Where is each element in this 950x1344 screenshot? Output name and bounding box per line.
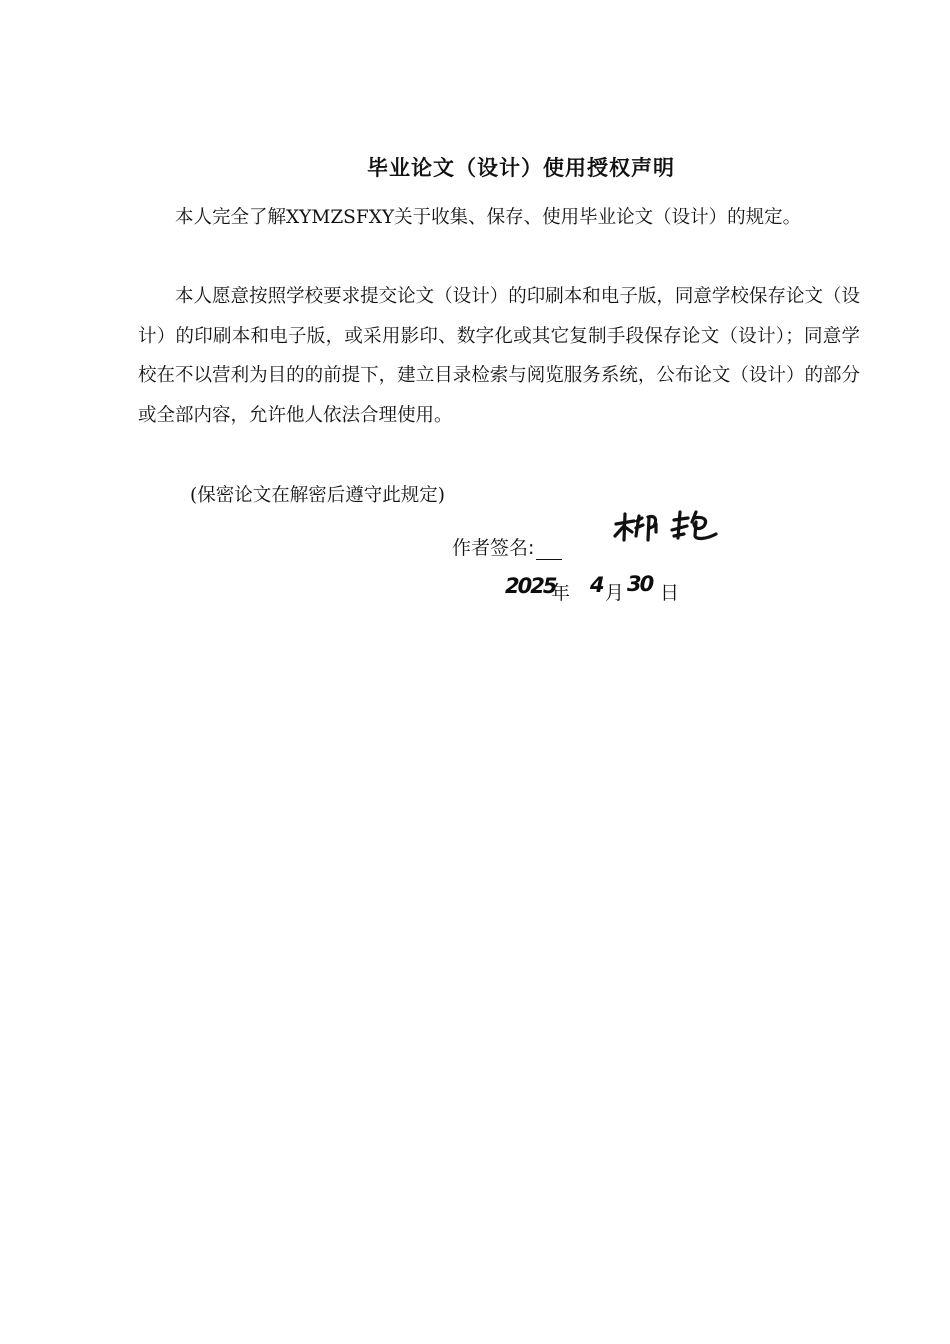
handwritten-signature — [612, 502, 722, 552]
date-month-label: 月 — [605, 582, 625, 604]
date-month: 4 — [590, 573, 603, 597]
date-year-label: 年 — [551, 582, 571, 604]
paragraph-understanding: 本人完全了解XYMZSFXY关于收集、保存、使用毕业论文（设计）的规定。 — [175, 207, 802, 228]
signature-date — [505, 570, 705, 606]
author-signature-label: 作者签名: — [452, 537, 535, 559]
date-year: 2025 — [505, 574, 556, 598]
confidential-note: (保密论文在解密后遵守此规定) — [190, 485, 445, 506]
date-day-label: 日 — [660, 582, 680, 604]
author-signature-row — [452, 520, 562, 560]
signature-underline — [536, 537, 562, 560]
paragraph-authorization: 本人愿意按照学校要求提交论文（设计）的印刷本和电子版，同意学校保存论文（设计）的印刷本和电子版，或采用影印、数字化或其它复制手段保存论文（设计）；同意学校在不以营利为目的的前提下，建立目录检索与阅览服务系统，公布论文（设计）的部分或全部内容，允许他人依法合理使用。 — [138, 286, 860, 426]
date-day: 30 — [627, 572, 653, 596]
document-title: 毕业论文（设计）使用授权声明 — [367, 156, 675, 180]
